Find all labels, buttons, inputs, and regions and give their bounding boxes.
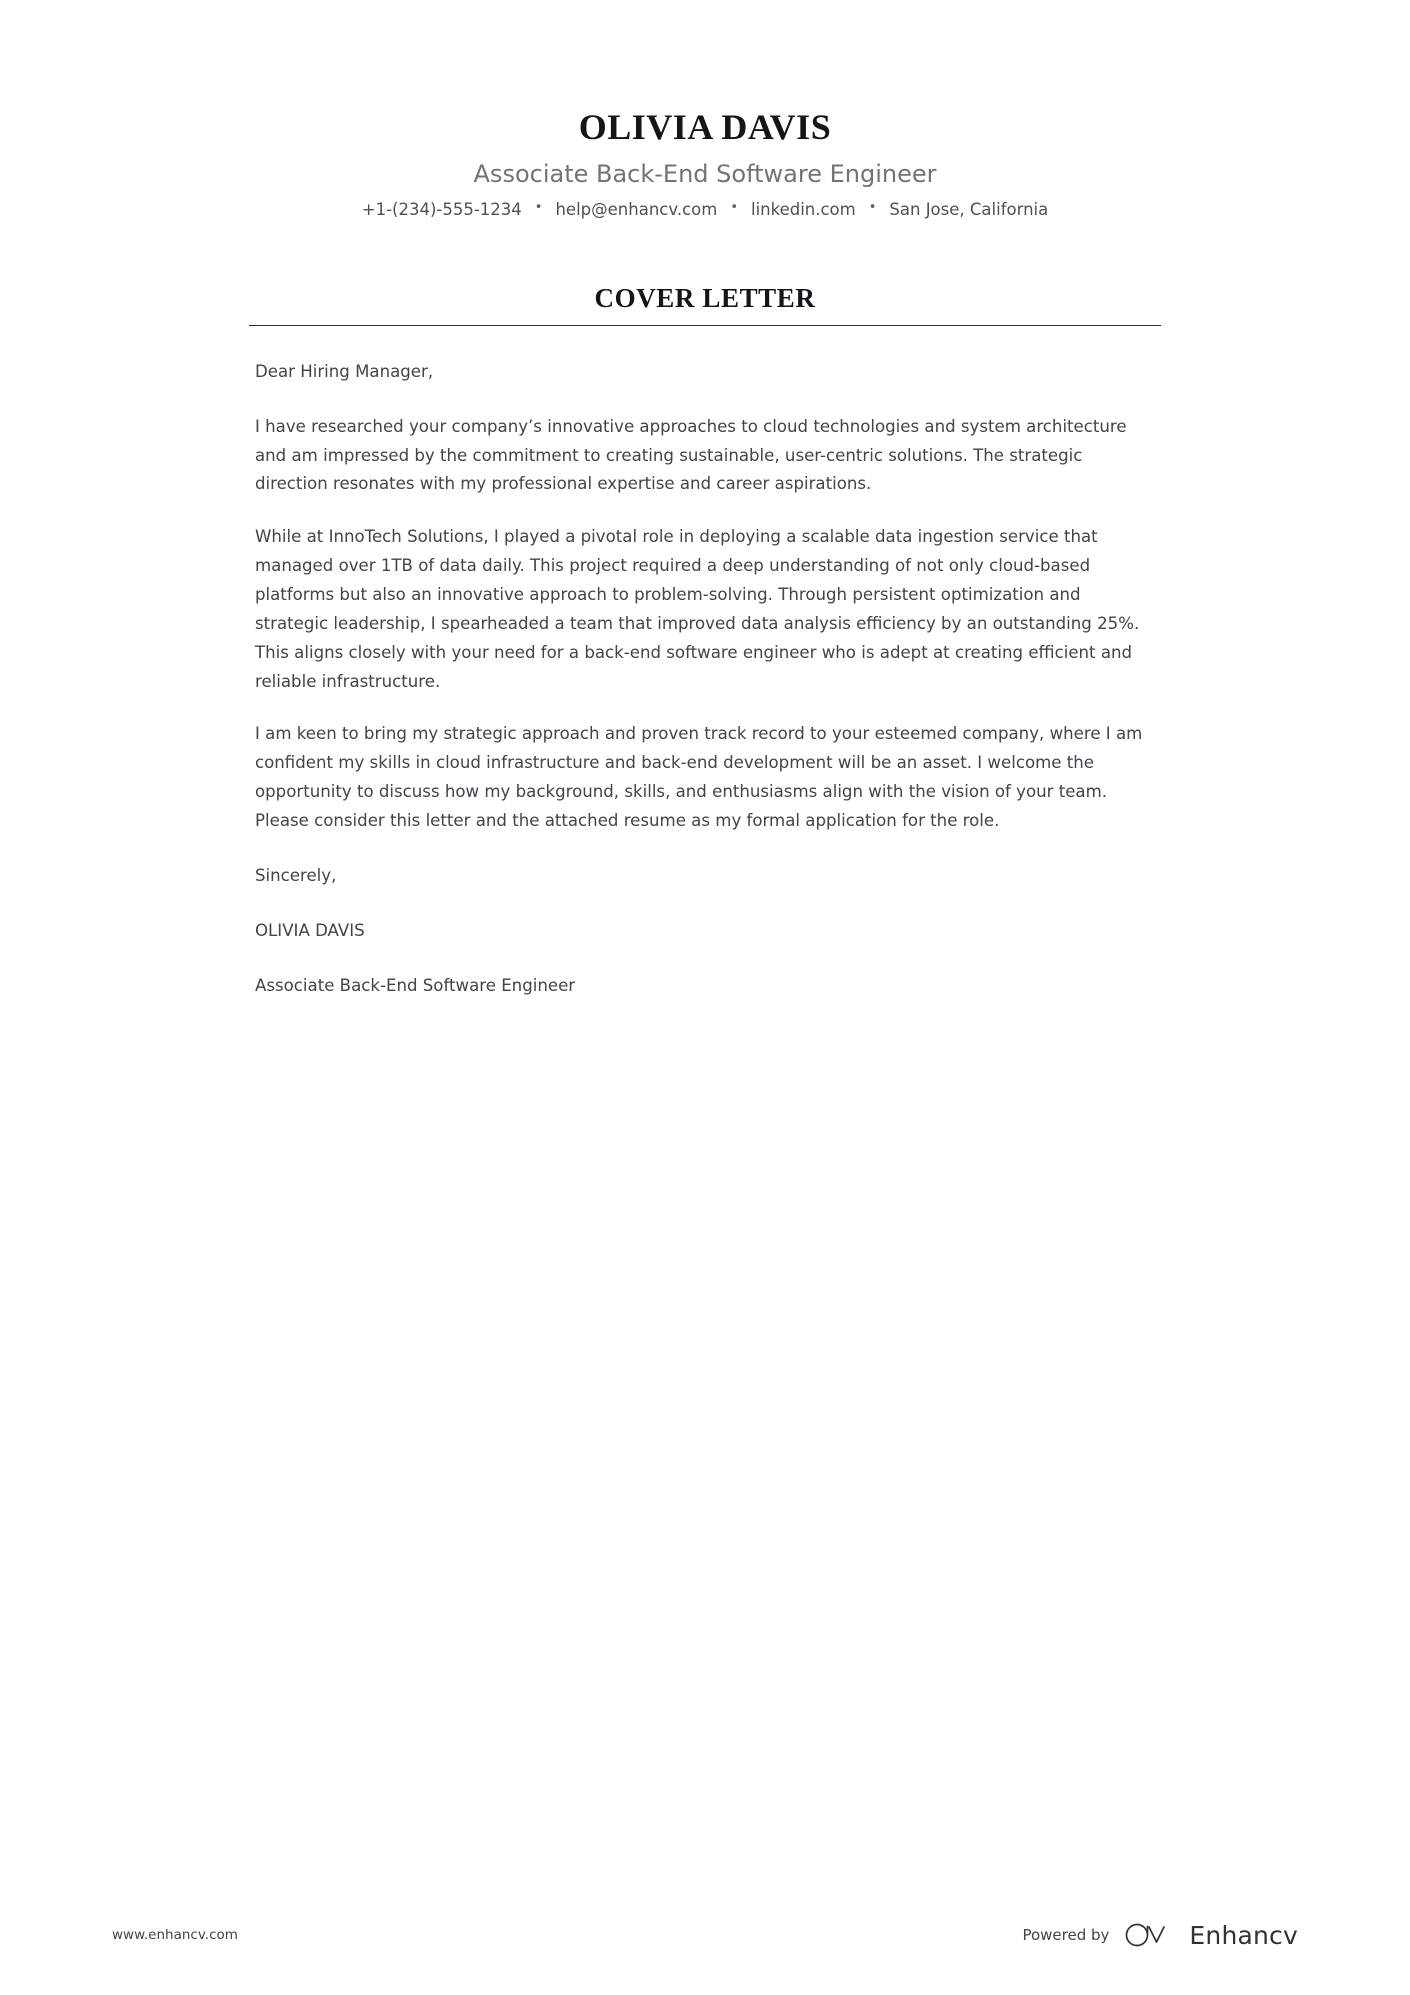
cover-letter-section-header: [249, 221, 1161, 326]
footer-website-url[interactable]: www.enhancv.com: [112, 1927, 238, 1943]
document-footer: [0, 1875, 1410, 1995]
contact-separator-icon: •: [730, 199, 738, 215]
letter-paragraph: I have researched your company’s innovative approaches to cloud technologies and system architecture and am impressed by the commitment to creating sustainable, user-centric solutions. The strategic direction resonates with my professional expertise and career aspirations.: [255, 416, 1127, 494]
contact-separator-icon: •: [868, 199, 877, 215]
letter-paragraph: While at InnoTech Solutions, I played a pivotal role in deploying a scalable data ingestion service that managed over 1TB of data daily. This project required a deep understanding of not only cloud-based platforms but also an innovative approach to problem-solving. Through persistent optimization and strategic leadership, I spearheaded a team that improved data analysis efficiency by an outstanding 25%. This aligns closely with your need for a back-end software engineer who is adept at creating efficient and reliable infrastructure.: [255, 527, 1140, 691]
contact-location: San Jose, California: [889, 200, 1049, 220]
section-title: COVER LETTER: [594, 282, 816, 313]
powered-by-label: Powered by: [1022, 1926, 1110, 1944]
footer-branding: [1022, 1921, 1298, 1950]
enhancv-logo-icon: [1123, 1921, 1175, 1949]
signature-job-title: Associate Back-End Software Engineer: [255, 975, 576, 995]
brand-name: Enhancv: [1189, 1920, 1298, 1950]
signature-name: OLIVIA DAVIS: [255, 920, 365, 940]
letter-salutation: Dear Hiring Manager,: [255, 361, 434, 381]
contact-website[interactable]: linkedin.com: [750, 200, 856, 220]
contact-phone: +1-(234)-555-1234: [361, 200, 522, 220]
letter-body: [255, 326, 1155, 1001]
document-header: [0, 0, 1410, 221]
candidate-job-title: Associate Back-End Software Engineer: [473, 159, 937, 188]
letter-paragraph: I am keen to bring my strategic approach and proven track record to your esteemed company, where I am confident my skills in cloud infrastructure and back-end development will be an asset. I welcome the opportunity to discuss how my background, skills, and enthusiasms align with the vision of your team. Please consider this letter and the attached resume as my formal application for the role.: [255, 724, 1143, 830]
contact-separator-icon: •: [534, 199, 543, 215]
contact-line: [0, 199, 1410, 220]
candidate-name: OLIVIA DAVIS: [578, 107, 832, 147]
contact-email[interactable]: help@enhancv.com: [555, 200, 718, 220]
letter-closing: Sincerely,: [255, 865, 337, 885]
